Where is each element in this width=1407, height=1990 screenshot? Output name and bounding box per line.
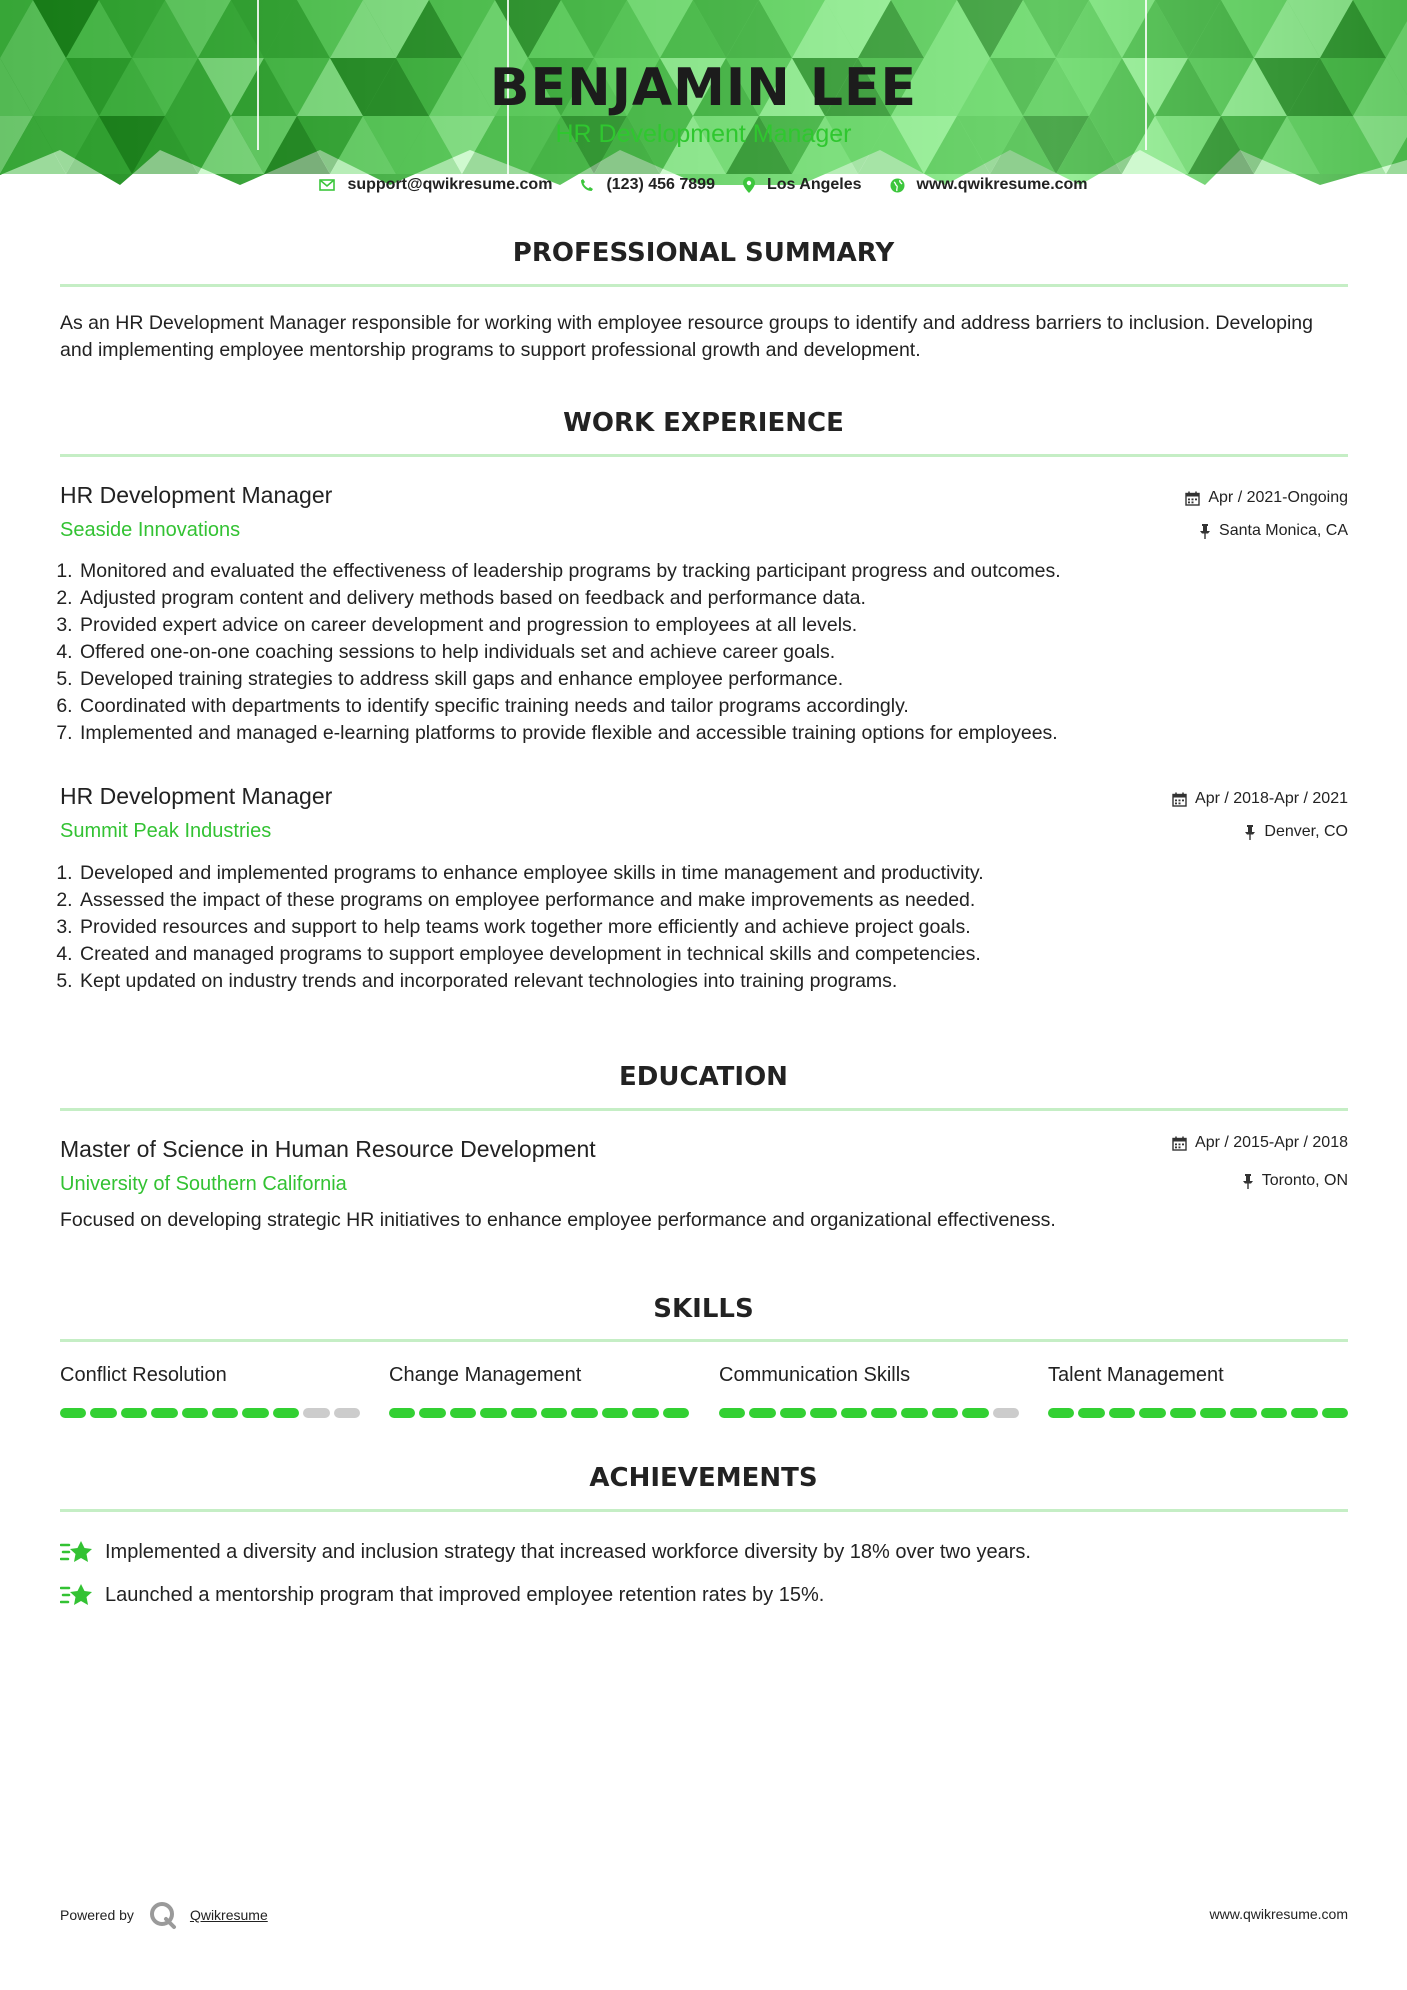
pin-icon — [1199, 524, 1211, 539]
list-item: 1. Monitored and evaluated the effectiveness of leadership programs by tracking participant progress and outcomes. — [78, 558, 1378, 585]
list-item: 6. Coordinated with departments to identify specific training needs and tailor programs accordingly. — [78, 693, 1378, 720]
job-title: HR Development Manager — [60, 783, 333, 809]
skill-dot-filled — [1261, 1408, 1287, 1418]
skill-dot-filled — [541, 1408, 567, 1418]
skill-dot-filled — [242, 1408, 268, 1418]
contact-phone[interactable] — [580, 176, 715, 194]
skill-dot-empty — [334, 1408, 360, 1418]
job-location-text: Denver, CO — [1264, 823, 1348, 840]
job-responsibilities — [52, 860, 1378, 995]
achievement-item — [60, 1580, 824, 1610]
skills-divider — [60, 1339, 1348, 1342]
summary-text: As an HR Development Manager responsible for working with employee resource groups to identify and address barriers to inclusion. Developing and implementing employee mentorship programs to support professional growth and development. — [60, 312, 1313, 361]
skill-dot-filled — [182, 1408, 208, 1418]
skill-dot-filled — [632, 1408, 658, 1418]
list-item: 3. Provided expert advice on career development and progression to employees at all levels. — [78, 612, 1378, 639]
skill-item — [389, 1364, 689, 1418]
skill-dot-filled — [1078, 1408, 1104, 1418]
job-title: HR Development Manager — [60, 482, 333, 508]
calendar-icon — [1172, 792, 1187, 807]
skill-level-bar — [1048, 1408, 1348, 1418]
skill-dot-filled — [1291, 1408, 1317, 1418]
skill-item — [60, 1364, 360, 1418]
skill-dot-filled — [450, 1408, 476, 1418]
candidate-title: HR Development Manager — [555, 120, 852, 148]
list-item: 5. Developed training strategies to address skill gaps and enhance employee performance. — [78, 666, 1378, 693]
contact-website-text: www.qwikresume.com — [916, 176, 1088, 193]
contact-location-text: Los Angeles — [766, 176, 862, 193]
contact-email[interactable] — [319, 176, 552, 194]
skill-dot-empty — [993, 1408, 1019, 1418]
education-dates-text: Apr / 2015-Apr / 2018 — [1195, 1134, 1348, 1151]
list-item: 4. Offered one-on-one coaching sessions to help individuals set and achieve career goals. — [78, 639, 1378, 666]
candidate-name: BENJAMIN LEE — [489, 58, 918, 118]
achievements-divider — [60, 1509, 1348, 1512]
qwikresume-logo-icon — [148, 1900, 178, 1930]
job-location-text: Santa Monica, CA — [1219, 522, 1348, 539]
contact-location — [743, 176, 862, 194]
skill-dot-filled — [90, 1408, 116, 1418]
experience-divider — [60, 454, 1348, 457]
company-name: Summit Peak Industries — [60, 820, 272, 842]
list-item: 2. Assessed the impact of these programs on employee performance and make improvements as needed. — [78, 887, 1378, 914]
skill-name: Conflict Resolution — [60, 1364, 227, 1386]
envelope-icon — [319, 179, 335, 191]
skill-name: Change Management — [389, 1364, 582, 1386]
achievement-text: Launched a mentorship program that improved employee retention rates by 15%. — [105, 1583, 825, 1606]
calendar-icon — [1172, 1136, 1187, 1151]
star-badge-icon — [60, 1580, 94, 1610]
skill-name: Communication Skills — [719, 1364, 911, 1386]
skill-level-bar — [389, 1408, 689, 1418]
skill-dot-filled — [1170, 1408, 1196, 1418]
achievement-text: Implemented a diversity and inclusion strategy that increased workforce diversity by 18% over two years. — [105, 1540, 1031, 1563]
skill-dot-filled — [151, 1408, 177, 1418]
education-location-text: Toronto, ON — [1261, 1172, 1348, 1189]
job-location — [1199, 522, 1348, 540]
skill-dot-empty — [303, 1408, 329, 1418]
footer-powered-by — [60, 1900, 268, 1930]
skill-dot-filled — [602, 1408, 628, 1418]
star-badge-icon — [60, 1537, 94, 1567]
pin-icon — [1244, 825, 1256, 840]
skill-dot-filled — [212, 1408, 238, 1418]
list-item: 5. Kept updated on industry trends and incorporated relevant technologies into training programs. — [78, 968, 1378, 995]
achievement-item — [60, 1537, 1031, 1567]
degree-title: Master of Science in Human Resource Development — [60, 1136, 596, 1162]
skill-dot-filled — [389, 1408, 415, 1418]
job-responsibilities — [52, 558, 1378, 747]
globe-icon — [890, 178, 905, 193]
job-dates — [1185, 489, 1348, 507]
job-dates-text: Apr / 2018-Apr / 2021 — [1195, 790, 1348, 807]
skill-dot-filled — [841, 1408, 867, 1418]
skill-dot-filled — [273, 1408, 299, 1418]
skill-dot-filled — [1139, 1408, 1165, 1418]
powered-by-label: Powered by — [60, 1907, 134, 1923]
skill-dot-filled — [719, 1408, 745, 1418]
achievements-heading: ACHIEVEMENTS — [589, 1463, 818, 1493]
summary-heading: PROFESSIONAL SUMMARY — [512, 238, 895, 268]
job-dates — [1172, 790, 1348, 808]
pin-icon — [1242, 1174, 1254, 1189]
contact-website[interactable] — [890, 176, 1088, 194]
skill-dot-filled — [121, 1408, 147, 1418]
job-location — [1244, 823, 1348, 841]
summary-divider — [60, 284, 1348, 287]
list-item: 7. Implemented and managed e-learning platforms to provide flexible and accessible training options for employees. — [78, 720, 1378, 747]
education-dates — [1172, 1134, 1348, 1152]
contact-email-text: support@qwikresume.com — [347, 176, 553, 193]
skill-dot-filled — [871, 1408, 897, 1418]
education-divider — [60, 1108, 1348, 1111]
skill-name: Talent Management — [1048, 1364, 1224, 1386]
skill-dot-filled — [480, 1408, 506, 1418]
skill-dot-filled — [962, 1408, 988, 1418]
footer-url[interactable]: www.qwikresume.com — [1209, 1906, 1348, 1922]
map-marker-icon — [743, 177, 755, 193]
education-description: Focused on developing strategic HR initiatives to enhance employee performance and organizational effectiveness. — [60, 1209, 1056, 1231]
list-item: 3. Provided resources and support to help teams work together more efficiently and achieve project goals. — [78, 914, 1378, 941]
skill-item — [1048, 1364, 1348, 1418]
contact-bar — [0, 173, 1407, 197]
skill-dot-filled — [780, 1408, 806, 1418]
skill-level-bar — [719, 1408, 1019, 1418]
skill-dot-filled — [511, 1408, 537, 1418]
qwikresume-link[interactable]: Qwikresume — [189, 1907, 268, 1923]
skill-dot-filled — [1200, 1408, 1226, 1418]
skill-dot-filled — [1230, 1408, 1256, 1418]
skill-item — [719, 1364, 1019, 1418]
education-heading: EDUCATION — [619, 1062, 788, 1092]
skill-dot-filled — [663, 1408, 689, 1418]
phone-icon — [580, 178, 594, 192]
skill-dot-filled — [1048, 1408, 1074, 1418]
skill-dot-filled — [932, 1408, 958, 1418]
skill-level-bar — [60, 1408, 360, 1418]
skill-dot-filled — [419, 1408, 445, 1418]
list-item: 4. Created and managed programs to support employee development in technical skills and competencies. — [78, 941, 1378, 968]
skill-dot-filled — [571, 1408, 597, 1418]
job-dates-text: Apr / 2021-Ongoing — [1208, 489, 1348, 506]
skill-dot-filled — [1322, 1408, 1348, 1418]
school-name: University of Southern California — [60, 1173, 347, 1195]
experience-heading: WORK EXPERIENCE — [563, 408, 844, 438]
skill-dot-filled — [901, 1408, 927, 1418]
skill-dot-filled — [60, 1408, 86, 1418]
calendar-icon — [1185, 491, 1200, 506]
education-location — [1242, 1172, 1348, 1190]
skill-dot-filled — [810, 1408, 836, 1418]
list-item: 2. Adjusted program content and delivery methods based on feedback and performance data. — [78, 585, 1378, 612]
company-name: Seaside Innovations — [60, 519, 241, 541]
list-item: 1. Developed and implemented programs to enhance employee skills in time management and productivity. — [78, 860, 1378, 887]
skill-dot-filled — [1109, 1408, 1135, 1418]
skills-heading: SKILLS — [653, 1294, 754, 1324]
contact-phone-text: (123) 456 7899 — [606, 176, 715, 193]
skill-dot-filled — [749, 1408, 775, 1418]
